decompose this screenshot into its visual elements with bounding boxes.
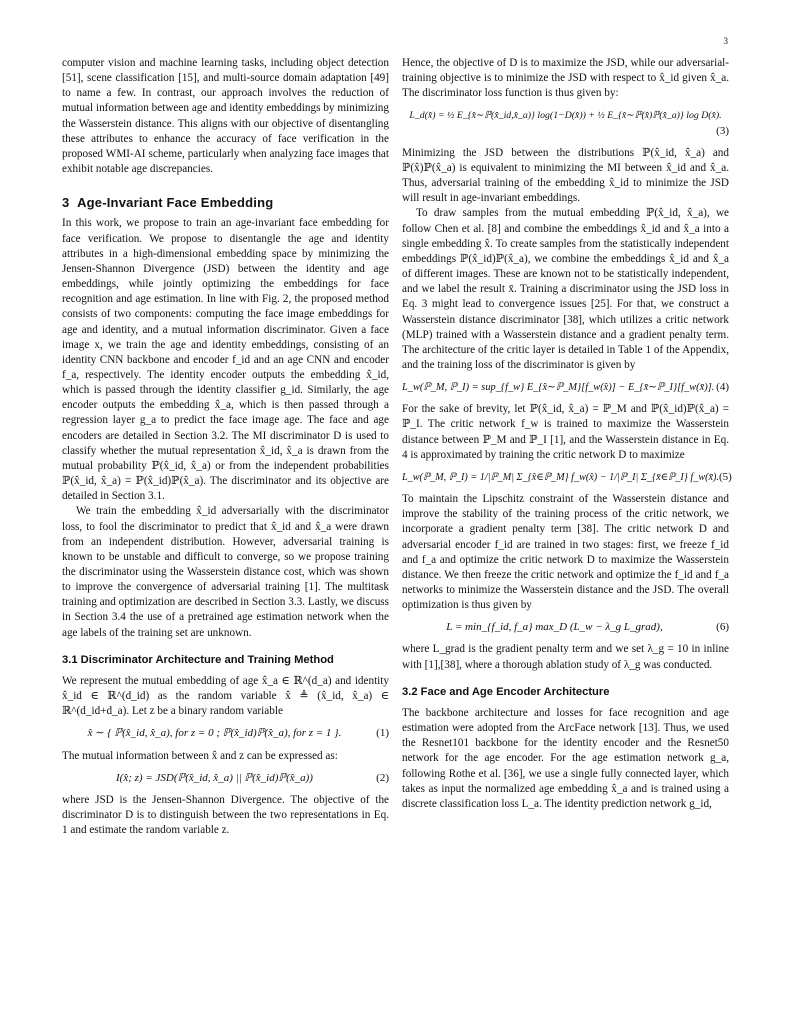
equation-body: L_w(ℙ_M, ℙ_I) = sup_{f_w} E_{x̂∼ℙ_M}[f_w(x̂)] − E_{x̄∼ℙ_I}[f_w(x̄)]. xyxy=(402,382,715,394)
paragraph: The mutual information between x̂ and z can be expressed as: xyxy=(62,749,338,762)
equation-body: I(x̂; z) = JSD(ℙ(x̂_id, x̂_a) || ℙ(x̂_id)ℙ(x̂_a)) xyxy=(116,771,313,784)
equation-body: L_w(ℙ_M, ℙ_I) = 1/|ℙ_M| Σ_{x̂∈ℙ_M} f_w(x̂) − 1/|ℙ_I| Σ_{x̄∈ℙ_I} f_w(x̄). xyxy=(402,471,719,483)
paragraph: The backbone architecture and losses for face recognition and age estimation were adopted from the ArcFace network [13]. Thus, we used the Resnet101 backbone for the identity encoder and the Resnet50 network for the age encoder. For the age estimation network g_a, following Rothe et al. [36], we use a single fully connected layer, which takes as input the normalized age embedding x̂_a and is trained using a discrete classification loss L_a. The identity prediction network g_id, xyxy=(402,706,729,810)
section-title: Age-Invariant Face Embedding xyxy=(77,195,274,211)
equation-number: (3) xyxy=(716,124,729,137)
right-column xyxy=(402,56,732,812)
section-number: 3 xyxy=(62,195,70,211)
equation-6 xyxy=(402,620,729,635)
equation-2 xyxy=(62,771,389,786)
subsection-heading: 3.2 Face and Age Encoder Architecture xyxy=(402,685,610,698)
equation-3 xyxy=(402,108,729,138)
equation-number: (4) xyxy=(716,381,729,394)
paragraph: where JSD is the Jensen-Shannon Divergence. The objective of the discriminator D is to distinguish between the two representations in Eq. 1 and estimate the random variable z. xyxy=(62,793,389,837)
section-heading xyxy=(62,195,389,210)
equation-4 xyxy=(402,380,729,395)
paragraph: Minimizing the JSD between the distributions ℙ(x̂_id, x̂_a) and ℙ(x̂)ℙ(x̂_a) is equivalent to minimizing the MI between x̂_id and x̂_a. Thus, adversarial training of the embedding x̂_id to minimize the JSD will result in age-invariant embeddings. xyxy=(402,146,729,205)
paragraph: We represent the mutual embedding of age x̂_a ∈ ℝ^(d_a) and identity x̂_id ∈ ℝ^(d_id) as the random variable x̂ ≜ (x̂_id, x̂_a) ∈ ℝ^(d_id+d_a). Let z be a binary random variable xyxy=(62,674,389,718)
equation-5 xyxy=(402,470,732,485)
paragraph: To draw samples from the mutual embedding ℙ(x̂_id, x̂_a), we follow Chen et al. [8] and combine the embeddings x̂_id and x̂_a into a single embedding x̂. To create samples from the statistically independent embeddings ℙ(x̂_id)ℙ(x̂_a), we combine the embeddings x̂_id and x̂_a of different images. These are known not to be statistically independent, and we label the result x̄. Training a discriminator using the JSD loss in Eq. 3 might lead to convergence issues [25]. For that, we construct a Wasserstein distance discriminator [38], which utilizes a critic network (MLP) trained with a Wasserstein distance and a gradient penalty term. The architecture of the critic layer is detailed in Table 1 of the Appendix, and the training loss of the discriminator is given by xyxy=(402,207,729,371)
page-number: 3 xyxy=(723,36,728,46)
paragraph: In this work, we propose to train an age-invariant face embedding for face verification. We propose to disentangle the age and identity attributes in a high-dimensional embedding space by minimizing the Jensen-Shannon Divergence (JSD) between the identity and age embeddings, while jointly optimizing the embeddings for face recognition and age estimation. In line with Fig. 2, the proposed method consists of two components: computing the face image embeddings for age and identity, and a mutual information discriminator. Given a face image x, we train the age and identity embeddings, consisting of an identity CNN backbone and encoder f_id and an age CNN and encoder f_a, respectively. The identity encoder outputs the embedding x̂_id, which is passed through the identity classifier g_id. Similarly, the age encoder outputs the embedding x̂_a, which is then passed through a regression layer g_a to predict the face image age. The face and age encoders are detailed in Section 3.2. The MI discriminator D is used to classify whether the mutual representation x̂_id, x̂_a is drawn from the mutual probability ℙ(x̂_id, x̂_a) or from the independent probabilities ℙ(x̂_id, x̂_a) = ℙ(x̂_id)ℙ(x̂_a). The discriminator and its objective are detailed in Section 3.1. xyxy=(62,217,389,503)
equation-body: L = min_{f_id, f_a} max_D (L_w − λ_g L_grad), xyxy=(446,621,663,634)
subsection-heading: 3.1 Discriminator Architecture and Training Method xyxy=(62,653,334,666)
equation-number: (1) xyxy=(376,727,389,740)
equation-body: L_d(x̂) = ½ E_{x̂∼ℙ(x̂_id,x̂_a)} log(1−D(x̂)) + ½ E_{x̂∼ℙ(x̂)ℙ(x̂_a)} log D(x̂). xyxy=(409,110,722,122)
paragraph: To maintain the Lipschitz constraint of the Wasserstein distance and improve the stability of the training process of the critic network, we incorporate a gradient penalty term [38]. The critic network D and adversarial encoder f_id are trained in two stages: first, we freeze f_id and f_a and optimize the critic network D to maximize the Wasserstein distance. We then freeze the critic network and optimize the f_id and f_a networks to minimize the Wasserstein distance and the JSD. The overall optimization is thus given by xyxy=(402,493,729,612)
equation-number: (5) xyxy=(718,470,732,483)
equation-number: (6) xyxy=(716,621,729,634)
paragraph: where L_grad is the gradient penalty term and we set λ_g = 10 in inline with [1],[38], where a thorough ablation study of λ_g was conducted. xyxy=(402,643,729,671)
equation-1 xyxy=(62,726,389,741)
equation-body: x̂ ∼ { ℙ(x̂_id, x̂_a), for z = 0 ; ℙ(x̂_id)ℙ(x̂_a), for z = 1 }. xyxy=(87,727,342,740)
left-column xyxy=(62,56,389,838)
paragraph: computer vision and machine learning tasks, including object detection [51], scene classification [15], and multi-source domain adaptation [49] to name a few. In contrast, our approach involves the reduction of mutual information between age and identity embeddings by minimizing the Wasserstein distance. This aligns with our objective of disentangling these attributes to enhance the accuracy of face verification in the proposed WMI-AI scheme, particularly when analyzing face images that exhibit notable age discrepancies. xyxy=(62,57,389,176)
equation-number: (2) xyxy=(376,771,389,784)
paragraph: For the sake of brevity, let ℙ(x̂_id, x̂_a) = ℙ_M and ℙ(x̂_id)ℙ(x̂_a) = ℙ_I. The critic network f_w is trained to maximize the Wasserstein distance between ℙ_M and ℙ_I [1], and the Wasserstein distance in Eq. 4 is approximated by training the critic network D to maximize xyxy=(402,403,729,461)
paragraph: Hence, the objective of D is to maximize the JSD, while our adversarial-training objective is to minimize the JSD with respect to x̂_id given x̂_a. The discriminator loss function is thus given by: xyxy=(402,57,729,100)
paragraph: We train the embedding x̂_id adversarially with the discriminator loss, to fool the discriminator to predict that x̂_id and x̂_a were drawn from an independent distribution. However, adversarial training is known to be unstable and difficult to converge, so we propose training the discriminator using the Wasserstein distance cost, which was shown to improve the convergence of adversarial training [1]. The multitask training and optimization are described in Section 3.3. Lastly, we discuss in Section 3.4 the use of a pretrained age estimation network when the age labels of the training set are unknown. xyxy=(62,505,389,639)
